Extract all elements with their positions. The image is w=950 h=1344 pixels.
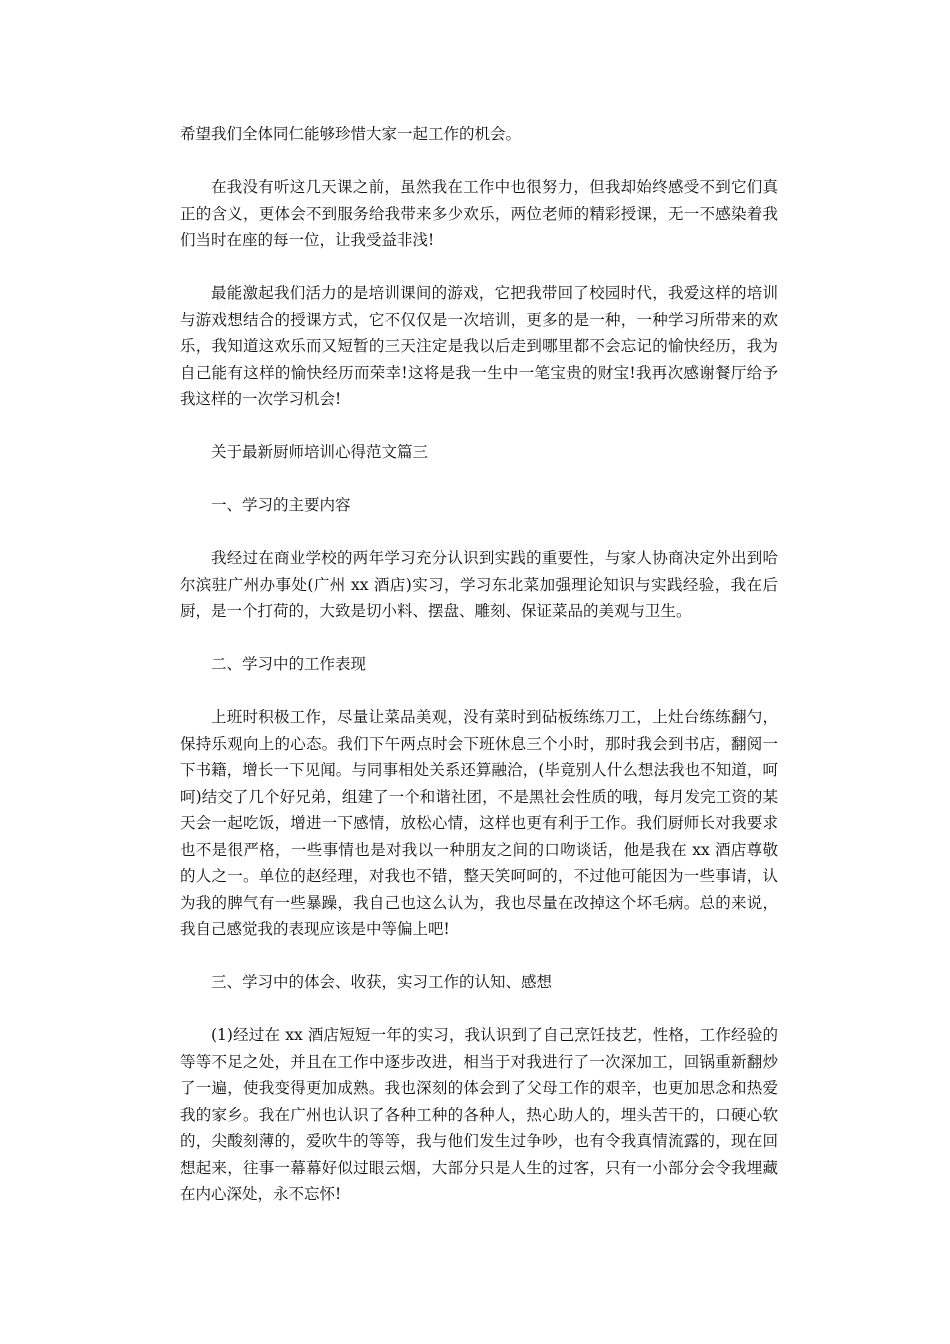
paragraph-work-performance: 上班时积极工作，尽量让菜品美观，没有菜时到砧板练练刀工，上灶台练练翻勺，保持乐观向上的心态。我们下午两点时会下班休息三个小时，那时我会到书店，翻阅一下书籍，增长一下见闻。与同事相处关系还算融洽，(毕竟别人什么想法我也不知道，呵呵)结交了几个好兄弟，组建了一个和谐社团，不是黑社会性质的哦，每月发完工资的某天会一起吃饭，增进一下感情，放松心情，这样也更有利于工作。我们厨师长对我要求也不是很严格，一些事情也是对我以一种朋友之间的口吻谈话，他是我在 xx 酒店尊敬的人之一。单位的赵经理，对我也不错，整天笑呵呵的，不过他可能因为一些事请，认为我的脾气有一些暴躁，我自己也这么认为，我也尽量在改掉这个坏毛病。总的来说，我自己感觉我的表现应该是中等偏上吧!: [180, 708, 778, 938]
paragraph-course-reflection: 在我没有听这几天课之前，虽然我在工作中也很努力，但我却始终感受不到它们真正的含义，更体会不到服务给我带来多少欢乐，两位老师的精彩授课，无一不感染着我们当时在座的每一位，让我受益非浅!: [180, 178, 778, 249]
document-body: [180, 121, 778, 1208]
heading-main-content: 一、学习的主要内容: [211, 496, 351, 514]
paragraph-training-games: 最能激起我们活力的是培训课间的游戏，它把我带回了校园时代，我爱这样的培训与游戏想结合的授课方式，它不仅仅是一次培训，更多的是一种，一种学习所带来的欢乐，我知道这欢乐而又短暂的三天注定是我以后走到哪里都不会忘记的愉快经历，我为自己能有这样的愉快经历而荣幸!这将是我一生中一笔宝贵的财宝!我再次感谢餐厅给予我这样的一次学习机会!: [180, 284, 778, 408]
paragraph-experience-one: (1)经过在 xx 酒店短短一年的实习，我认识到了自己烹饪技艺，性格，工作经验的等等不足之处，并且在工作中逐步改进，相当于对我进行了一次深加工，回锅重新翻炒了一遍，使我变得更加成熟。我也深刻的体会到了父母工作的艰辛，也更加思念和热爱我的家乡。我在广州也认识了各种工种的各种人，热心助人的，埋头苦干的，口硬心软的，尖酸刻薄的，爱吹牛的等等，我与他们发生过争吵，也有令我真情流露的，现在回想起来，往事一幕幕好似过眼云烟，大部分只是人生的过客，只有一小部分会令我埋藏在内心深处，永不忘怀!: [180, 1026, 778, 1203]
heading-work-performance: 二、学习中的工作表现: [211, 655, 367, 673]
heading-experience-gains: 三、学习中的体会、收获，实习工作的认知、感想: [211, 973, 553, 991]
section-title-part-three: 关于最新厨师培训心得范文篇三: [211, 443, 429, 461]
paragraph-closing-wish: 希望我们全体同仁能够珍惜大家一起工作的机会。: [180, 125, 522, 143]
paragraph-internship-intro: 我经过在商业学校的两年学习充分认识到实践的重要性，与家人协商决定外出到哈尔滨驻广州办事处(广州 xx 酒店)实习，学习东北菜加强理论知识与实践经验，我在后厨，是一个打荷的，大致是切小料、摆盘、雕刻、保证菜品的美观与卫生。: [180, 549, 778, 620]
